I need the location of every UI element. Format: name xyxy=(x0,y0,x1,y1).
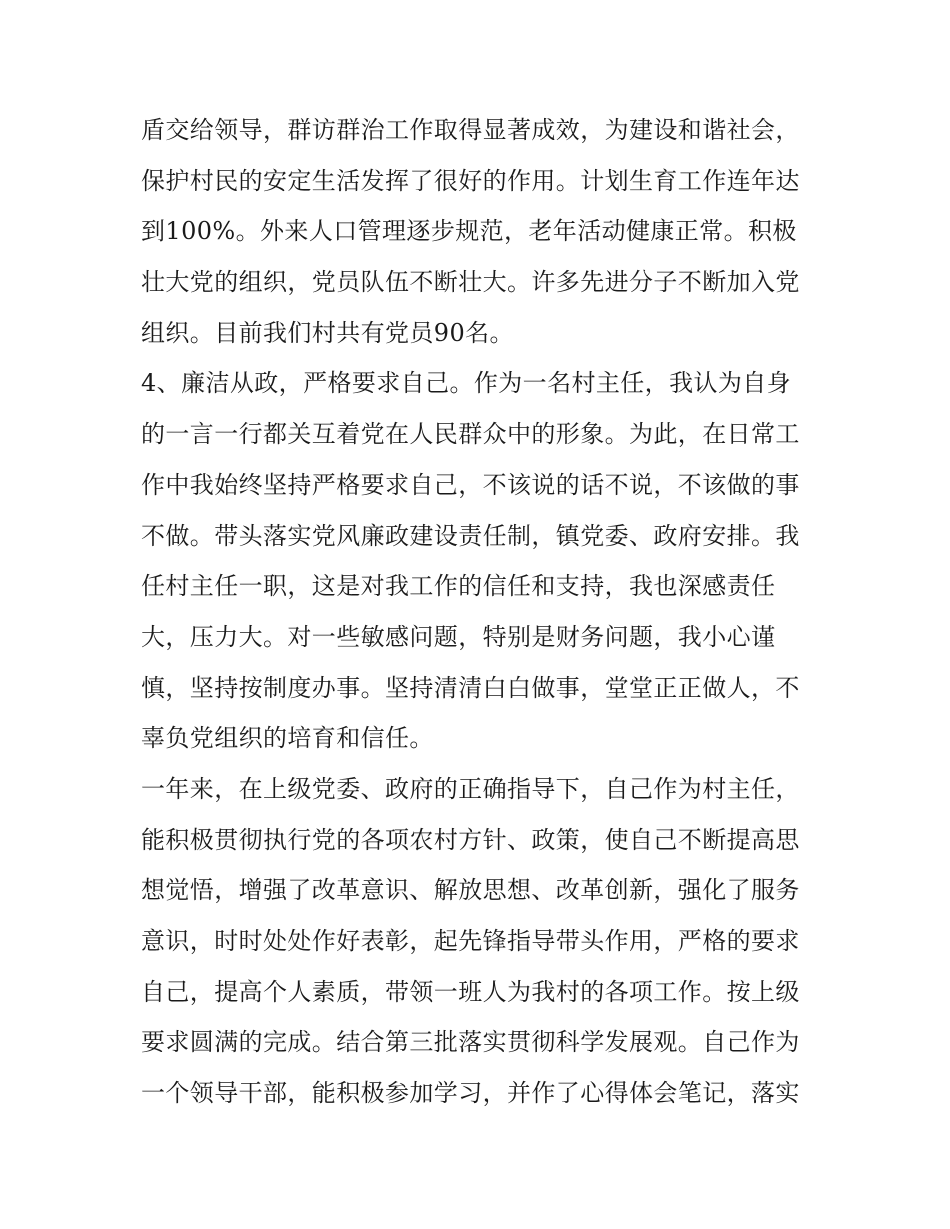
text-line: 盾交给领导，群访群治工作取得显著成效，为建设和谐社会， xyxy=(141,116,800,144)
text-line: 能积极贯彻执行党的各项农村方针、政策，使自己不断提高思 xyxy=(141,825,800,854)
text-line: 4、廉洁从政，严格要求自己。作为一名村主任，我认为自身 xyxy=(141,369,792,398)
text-line: 想觉悟，增强了改革意识、解放思想、改革创新，强化了服务 xyxy=(141,876,800,905)
text-line: 壮大党的组织，党员队伍不断壮大。许多先进分子不断加入党 xyxy=(141,268,800,297)
text-line: 任村主任一职，这是对我工作的信任和支持，我也深感责任 xyxy=(141,572,776,601)
text-line: 辜负党组织的培育和信任。 xyxy=(141,724,434,753)
text-line: 一个领导干部，能积极参加学习，并作了心得体会笔记，落实 xyxy=(141,1079,800,1108)
text-line: 作中我始终坚持严格要求自己，不该说的话不说，不该做的事 xyxy=(141,470,800,499)
text-line: 保护村民的安定生活发挥了很好的作用。计划生育工作连年达 xyxy=(141,166,800,195)
text-line: 组织。目前我们村共有党员90名。 xyxy=(141,318,514,347)
text-line: 慎，坚持按制度办事。坚持清清白白做事，堂堂正正做人，不 xyxy=(141,673,800,702)
text-line: 不做。带头落实党风廉政建设责任制，镇党委、政府安排。我 xyxy=(141,521,800,550)
text-line: 自己，提高个人素质，带领一班人为我村的各项工作。按上级 xyxy=(141,977,800,1006)
text-line: 一年来，在上级党委、政府的正确指导下，自己作为村主任， xyxy=(141,774,800,803)
text-line: 到100%。外来人口管理逐步规范，老年活动健康正常。积极 xyxy=(141,217,797,246)
body-text xyxy=(141,105,831,1119)
text-line: 的一言一行都关互着党在人民群众中的形象。为此，在日常工 xyxy=(141,420,800,449)
text-line: 意识，时时处处作好表彰，起先锋指导带头作用，严格的要求 xyxy=(141,927,800,955)
text-line: 要求圆满的完成。结合第三批落实贯彻科学发展观。自己作为 xyxy=(141,1028,800,1057)
text-line: 大，压力大。对一些敏感问题，特别是财务问题，我小心谨 xyxy=(141,622,776,651)
